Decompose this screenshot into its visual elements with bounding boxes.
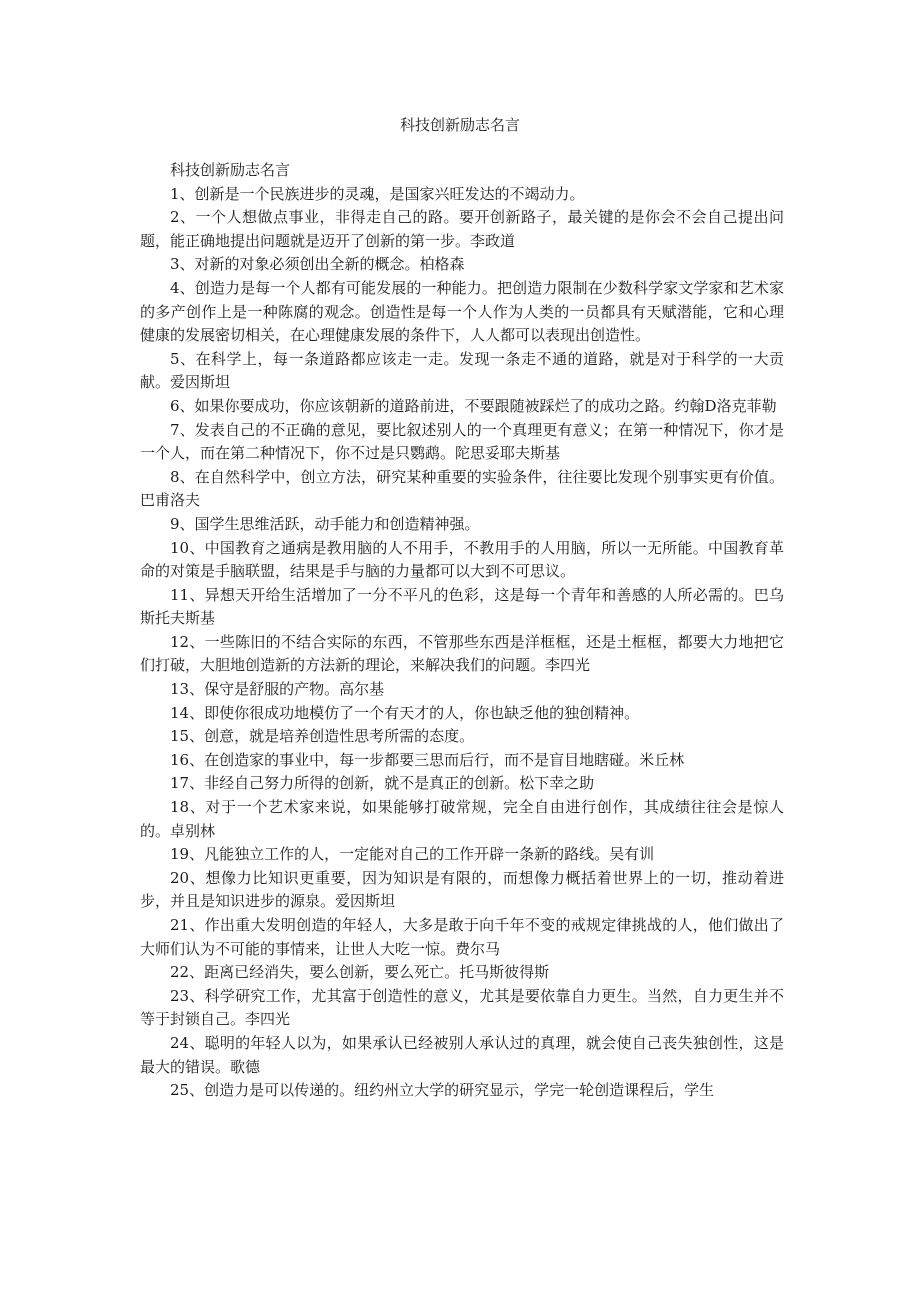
paragraph: 5、在科学上，每一条道路都应该走一走。发现一条走不通的道路，就是对于科学的一大贡献。爱因斯坦 — [140, 349, 784, 392]
paragraph: 18、对于一个艺术家来说，如果能够打破常规，完全自由进行创作，其成绩往往会是惊人的。卓别林 — [140, 798, 784, 840]
paragraph: 14、即使你很成功地模仿了一个有天才的人，你也缺乏他的独创精神。 — [170, 703, 640, 722]
paragraph: 4、创造力是每一个人都有可能发展的一种能力。把创造力限制在少数科学家文学家和艺术家的多产创作上是一种陈腐的观念。创造性是每一个人作为人类的一员都具有天赋潜能，它和心理健康的发展密切相关，在心理健康发展的条件下，人人都可以表现出创造性。 — [140, 278, 784, 345]
document-body — [140, 159, 784, 1103]
paragraph: 6、如果你要成功，你应该朝新的道路前进，不要跟随被踩烂了的成功之路。约翰D洛克菲勒 — [170, 396, 777, 415]
document-title: 科技创新励志名言 — [399, 116, 520, 134]
paragraph: 7、发表自己的不正确的意见，要比叙述别人的一个真理更有意义；在第一种情况下，你才是一个人，而在第二种情况下，你不过是只鹦鹉。陀思妥耶夫斯基 — [140, 420, 784, 463]
paragraph: 19、凡能独立工作的人，一定能对自己的工作开辟一条新的路线。吴有训 — [170, 845, 655, 864]
paragraph: 12、一些陈旧的不结合实际的东西，不管那些东西是洋框框，还是土框框，都要大力地把它们打破，大胆地创造新的方法新的理论，来解决我们的问题。李四光 — [140, 632, 784, 675]
paragraph: 11、异想天开给生活增加了一分不平凡的色彩，这是每一个青年和善感的人所必需的。巴乌斯托夫斯基 — [140, 585, 784, 628]
paragraph: 2、一个人想做点事业，非得走自己的路。要开创新路子，最关键的是你会不会自己提出问题，能正确地提出问题就是迈开了创新的第一步。李政道 — [140, 208, 784, 250]
paragraph: 23、科学研究工作，尤其富于创造性的意义，尤其是要依靠自力更生。当然，自力更生并不等于封锁自己。李四光 — [140, 986, 784, 1029]
paragraph: 24、聪明的年轻人以为，如果承认已经被别人承认过的真理，就会使自己丧失独创性，这是最大的错误。歌德 — [140, 1033, 784, 1076]
paragraph: 16、在创造家的事业中，每一步都要三思而后行，而不是盲目地瞎碰。米丘林 — [170, 750, 685, 769]
paragraph: 15、创意，就是培养创造性思考所需的态度。 — [170, 727, 475, 746]
paragraph: 科技创新励志名言 — [170, 161, 291, 179]
paragraph: 3、对新的对象必须创出全新的概念。柏格森 — [170, 255, 465, 274]
paragraph: 21、作出重大发明创造的年轻人，大多是敢于向千年不变的戒规定律挑战的人，他们做出了大师们认为不可能的事情来，让世人大吃一惊。费尔马 — [140, 916, 784, 958]
paragraph: 13、保守是舒服的产物。高尔基 — [170, 680, 385, 699]
paragraph: 8、在自然科学中，创立方法，研究某种重要的实验条件，往往要比发现个别事实更有价值。巴甫洛夫 — [140, 467, 784, 510]
paragraph: 17、非经自己努力所得的创新，就不是真正的创新。松下幸之助 — [170, 774, 595, 793]
paragraph: 20、想像力比知识更重要，因为知识是有限的，而想像力概括着世界上的一切，推动着进步，并且是知识进步的源泉。爱因斯坦 — [140, 868, 784, 911]
paragraph: 1、创新是一个民族进步的灵魂，是国家兴旺发达的不竭动力。 — [170, 184, 585, 203]
paragraph: 10、中国教育之通病是教用脑的人不用手，不教用手的人用脑，所以一无所能。中国教育革命的对策是手脑联盟，结果是手与脑的力量都可以大到不可思议。 — [140, 538, 784, 581]
paragraph: 22、距离已经消失，要么创新，要么死亡。托马斯彼得斯 — [170, 963, 550, 982]
paragraph: 9、国学生思维活跃，动手能力和创造精神强。 — [170, 514, 480, 533]
paragraph: 25、创造力是可以传递的。纽约州立大学的研究显示，学完一轮创造课程后，学生 — [170, 1081, 715, 1100]
